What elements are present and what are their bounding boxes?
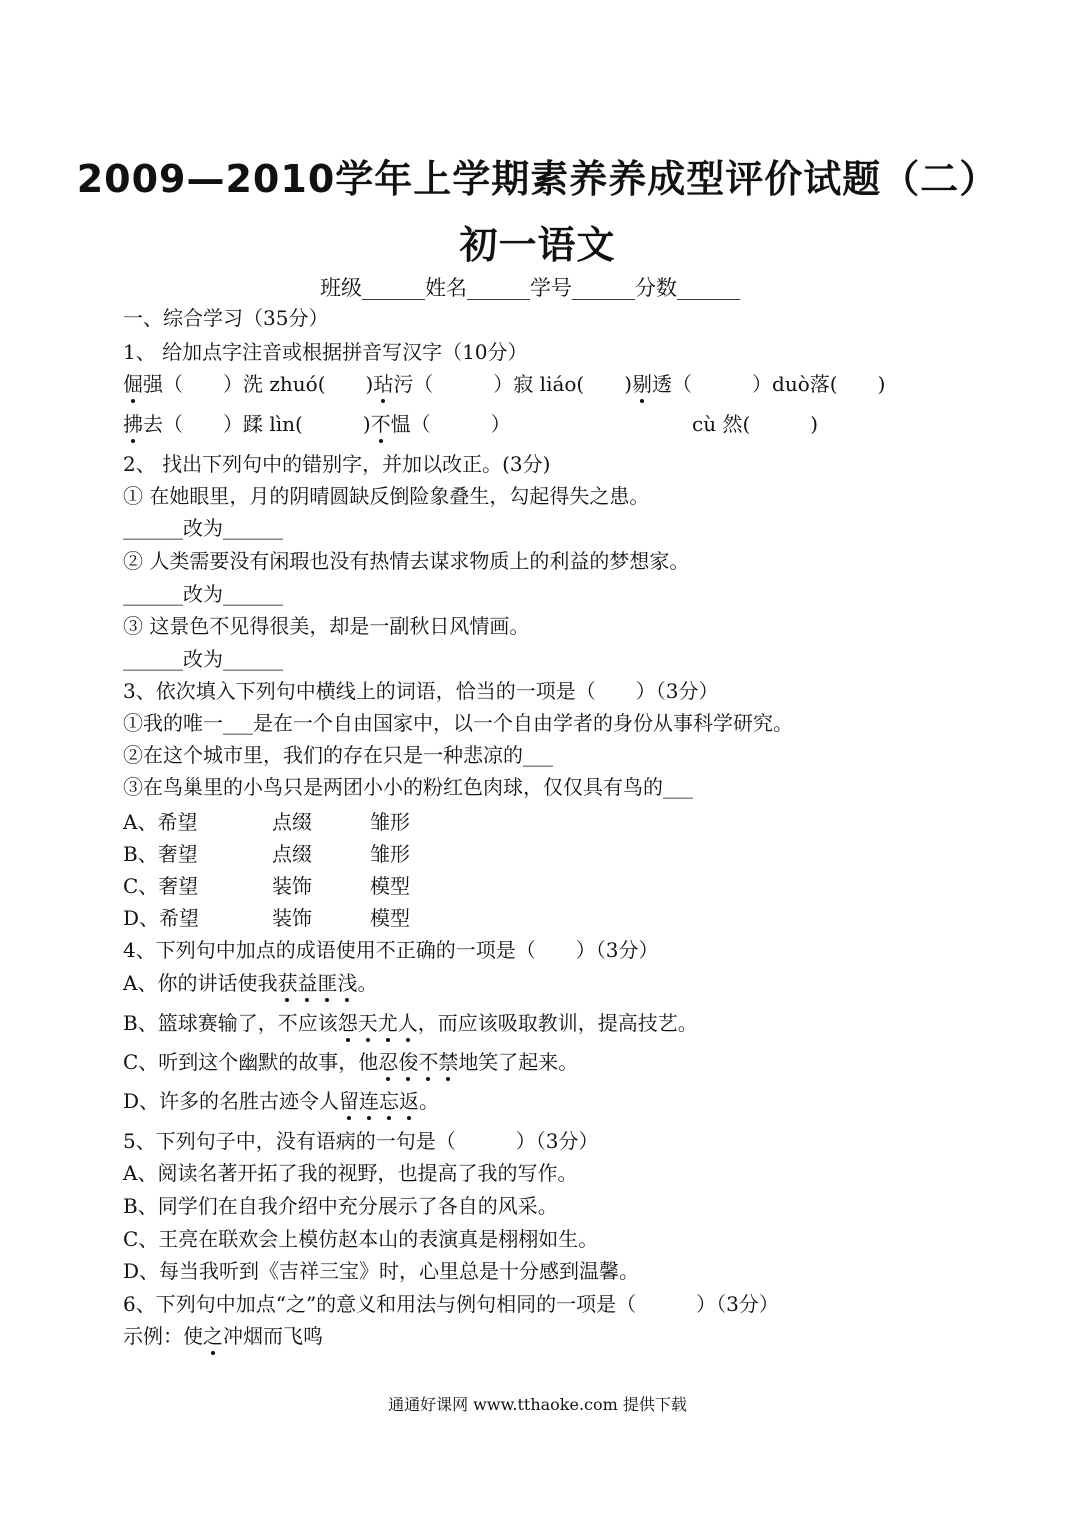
q3-option-a: A、希望 xyxy=(123,810,198,834)
q3-option-b-word2: 点缀 xyxy=(272,842,312,866)
q4-text: D、许多的名胜古迹令人 xyxy=(123,1089,340,1113)
q6-text: 示例：使 xyxy=(123,1324,203,1348)
q1-item-text: 去（ ） xyxy=(143,412,243,436)
dotted-char: 倔 xyxy=(123,372,143,396)
dotted-char: 不 xyxy=(418,1050,439,1074)
dotted-idiom xyxy=(277,971,357,995)
q5-option-b: B、同学们在自我介绍中充分展示了各自的风采。 xyxy=(123,1194,558,1218)
student-info-line: 班级______姓名______学号______分数______ xyxy=(320,276,740,300)
q5-option-d: D、每当我听到《吉祥三宝》时，心里总是十分感到温馨。 xyxy=(123,1259,640,1283)
q4-option-d xyxy=(123,1087,439,1115)
q2-sentence-2: ② 人类需要没有闲瑕也没有热情去谋求物质上的利益的梦想家。 xyxy=(123,549,690,573)
q6-stem: 6、下列句中加点“之”的意义和用法与例句相同的一项是（ ）（3分） xyxy=(123,1292,779,1316)
q3-option-c-word2: 装饰 xyxy=(272,874,312,898)
q4-text: 地笑了起来。 xyxy=(458,1050,579,1074)
q1-item-text: 愠（ ） xyxy=(390,412,511,436)
exam-subtitle: 初一语文 xyxy=(459,223,616,267)
dotted-char: 天 xyxy=(357,1011,378,1035)
q6-text: 冲烟而飞鸣 xyxy=(223,1324,323,1348)
dotted-char: 玷 xyxy=(373,372,394,396)
q2-fix-line: ______改为______ xyxy=(123,582,283,606)
q3-option-b: B、奢望 xyxy=(123,842,198,866)
q4-text: A、你的讲话使我 xyxy=(123,971,278,995)
dotted-char: 留 xyxy=(339,1089,360,1113)
q2-stem: 2、 找出下列句中的错别字，并加以改正。(3分) xyxy=(123,452,551,476)
q5-option-c: C、王亮在联欢会上模仿赵本山的表演真是栩栩如生。 xyxy=(123,1227,599,1251)
q1-item-text: 污（ ） xyxy=(393,372,514,396)
q5-stem: 5、下列句子中，没有语病的一句是（ ）（3分） xyxy=(123,1129,599,1153)
q4-text: ，而应该吸取教训，提高技艺。 xyxy=(417,1011,698,1035)
q3-option-c: C、奢望 xyxy=(123,874,199,898)
q4-text: B、篮球赛输了，不应该 xyxy=(123,1011,338,1035)
dotted-char: 怨 xyxy=(337,1011,358,1035)
q1-item-text: 透（ ） xyxy=(652,372,773,396)
q3-option-a-word2: 点缀 xyxy=(272,810,312,834)
dotted-idiom xyxy=(339,1089,419,1113)
dotted-char: 禁 xyxy=(438,1050,459,1074)
q2-fix-line: ______改为______ xyxy=(123,516,283,540)
q3-stem: 3、依次填入下列句中横线上的词语，恰当的一项是（ ）（3分） xyxy=(123,679,719,703)
q5-option-a: A、阅读名著开拓了我的视野，也提高了我的写作。 xyxy=(123,1161,578,1185)
q1-row1 xyxy=(123,370,885,398)
dotted-char: 尤 xyxy=(377,1011,398,1035)
dotted-idiom xyxy=(338,1011,418,1035)
dotted-char: 获 xyxy=(277,971,298,995)
q1-item-text: 强（ ） xyxy=(143,372,243,396)
q1-item-text: 洗 zhuó( ) xyxy=(243,372,374,396)
q4-option-b xyxy=(123,1009,698,1037)
dotted-char: 人 xyxy=(397,1011,418,1035)
exam-title: 2009—2010学年上学期素养养成型评价试题（二） xyxy=(76,157,999,201)
q3-option-b-word3: 雏形 xyxy=(370,842,410,866)
q4-option-a xyxy=(123,969,377,997)
dotted-idiom xyxy=(378,1050,458,1074)
dotted-char: 忘 xyxy=(379,1089,400,1113)
q1-stem: 1、 给加点字注音或根据拼音写汉字（10分） xyxy=(123,340,528,364)
q1-row2 xyxy=(123,410,511,438)
q4-text: 。 xyxy=(357,971,378,995)
dotted-char: 益 xyxy=(297,971,318,995)
dotted-char: 返 xyxy=(399,1089,420,1113)
dotted-char: 不 xyxy=(370,412,391,436)
dotted-char: 俊 xyxy=(398,1050,419,1074)
q3-option-c-word3: 模型 xyxy=(370,874,410,898)
q4-text: C、听到这个幽默的故事，他 xyxy=(123,1050,379,1074)
q4-option-c xyxy=(123,1048,578,1076)
q1-item-cu: cù 然( ) xyxy=(692,412,819,436)
q3-option-a-word3: 雏形 xyxy=(370,810,410,834)
q1-item-text: 寂 liáo( ) xyxy=(513,372,633,396)
q3-option-d: D、希望 xyxy=(123,906,200,930)
q2-sentence-3: ③ 这景色不见得很美，却是一副秋日风情画。 xyxy=(123,614,530,638)
q3-sentence-3: ③在鸟巢里的小鸟只是两团小小的粉红色肉球，仅仅具有鸟的___ xyxy=(123,775,693,799)
footer-credit: 通通好课网 www.tthaoke.com 提供下载 xyxy=(388,1395,687,1414)
q4-text: 。 xyxy=(419,1089,440,1113)
q3-option-d-word2: 装饰 xyxy=(272,906,312,930)
dotted-char: 匪 xyxy=(317,971,338,995)
dotted-char: 拂 xyxy=(123,412,143,436)
q2-fix-line: ______改为______ xyxy=(123,647,283,671)
q6-example xyxy=(123,1322,323,1350)
dotted-char: 之 xyxy=(203,1324,223,1348)
q3-sentence-2: ②在这个城市里，我们的存在只是一种悲凉的___ xyxy=(123,743,553,767)
q1-item-text: duò落( ) xyxy=(772,372,886,396)
dotted-char: 忍 xyxy=(378,1050,399,1074)
q1-item-text: 蹂 lìn( ) xyxy=(243,412,371,436)
dotted-char: 浅 xyxy=(337,971,358,995)
q2-sentence-1: ① 在她眼里，月的阴晴圆缺反倒险象叠生，勾起得失之患。 xyxy=(123,484,650,508)
dotted-char: 连 xyxy=(359,1089,380,1113)
q4-stem: 4、下列句中加点的成语使用不正确的一项是（ ）（3分） xyxy=(123,938,659,962)
q3-option-d-word3: 模型 xyxy=(370,906,410,930)
q3-sentence-1: ①我的唯一___是在一个自由国家中，以一个自由学者的身份从事科学研究。 xyxy=(123,711,793,735)
dotted-char: 剔 xyxy=(632,372,653,396)
section-heading: 一、综合学习（35分） xyxy=(123,306,329,330)
